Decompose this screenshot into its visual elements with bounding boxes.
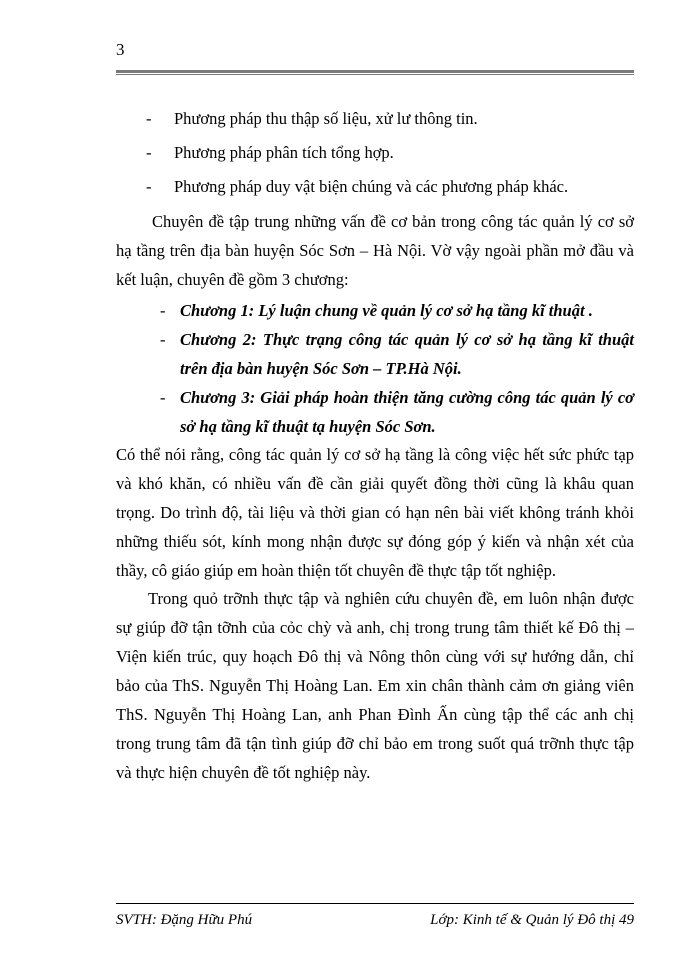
intro-text: Chuyên đề tập trung những vấn đề cơ bản trong công tác quản lý cơ sở hạ tầng trên địa bàn huyện Sóc Sơn – Hà Nội. Vờ vậy ngoài phần mở đầu và kết luận, chuyên đề gồm 3 chương:	[116, 212, 634, 289]
header-divider-thick	[116, 70, 634, 73]
method-text: Phương pháp duy vật biện chúng và các phương pháp khác.	[174, 177, 569, 196]
chapter-text: Chương 1: Lý luận chung về quản lý cơ sở hạ tầng kĩ thuật .	[180, 301, 593, 320]
thanks-text: Trong quỏ trỡnh thực tập và nghiên cứu chuyên đề, em luôn nhận được sự giúp đỡ tận tỡnh của cỏc chỳ và anh, chị trong trung tâm thiết kế Đô thị – Viện kiến trúc, quy hoạch Đô thị và Nông thôn cùng với sự hướng dẫn, chỉ bảo của ThS. Nguyễn Thị Hoàng Lan. Em xin chân thành cảm ơn giảng viên ThS. Nguyễn Thị Hoàng Lan, anh Phan Đình Ấn cùng tập thể các anh chị trong trung tâm đã tận tình giúp đỡ chỉ bảo em trong suốt quá trỡnh thực tập và thực hiện chuyên đề tốt nghiệp này.	[116, 589, 634, 782]
chapter-text: Chương 3: Giải pháp hoàn thiện tăng cường công tác quản lý cơ sở hạ tầng kĩ thuật tạ huyện Sóc Sơn.	[180, 388, 634, 436]
page-number: 3	[116, 40, 125, 59]
methods-list	[116, 102, 634, 204]
bullet-dash: -	[160, 301, 166, 320]
list-item	[160, 325, 634, 383]
list-item	[116, 102, 634, 136]
intro-paragraph	[116, 207, 634, 294]
list-item	[116, 136, 634, 170]
list-item	[160, 296, 634, 325]
header-divider-thin	[116, 74, 634, 75]
closing-paragraph	[116, 440, 634, 585]
bullet-dash: -	[146, 109, 152, 128]
bullet-dash: -	[160, 330, 166, 349]
chapter-text: Chương 2: Thực trạng công tác quản lý cơ sở hạ tầng kĩ thuật trên địa bàn huyện Sóc Sơn – TP.Hà Nội.	[180, 330, 634, 378]
list-item	[116, 170, 634, 204]
bullet-dash: -	[146, 177, 152, 196]
bullet-dash: -	[160, 388, 166, 407]
header-divider	[116, 70, 634, 76]
footer-class: Lớp: Kinh tế & Quản lý Đô thị 49	[430, 912, 634, 928]
bullet-dash: -	[146, 143, 152, 162]
chapter-list	[160, 296, 634, 441]
footer-divider	[116, 903, 634, 904]
method-text: Phương pháp phân tích tổng hợp.	[174, 143, 394, 162]
page-footer	[116, 912, 634, 929]
footer-student: SVTH: Đặng Hữu Phú	[116, 912, 253, 928]
list-item	[160, 383, 634, 441]
closing-text: Có thể nói rằng, công tác quản lý cơ sở hạ tầng là công việc hết sức phức tạp và khó khăn, có nhiều vấn đề cần giải quyết đồng thời cũng là khâu quan trọng. Do trình độ, tài liệu và thời gian có hạn nên bài viết không tránh khỏi những thiếu sót, kính mong nhận được sự đóng góp ý kiến và nhận xét của thầy, cô giáo giúp em hoàn thiện tốt chuyên đề thực tập tốt nghiệp.	[116, 445, 634, 580]
thanks-paragraph	[116, 584, 634, 787]
method-text: Phương pháp thu thập số liệu, xử lư thông tin.	[174, 109, 478, 128]
